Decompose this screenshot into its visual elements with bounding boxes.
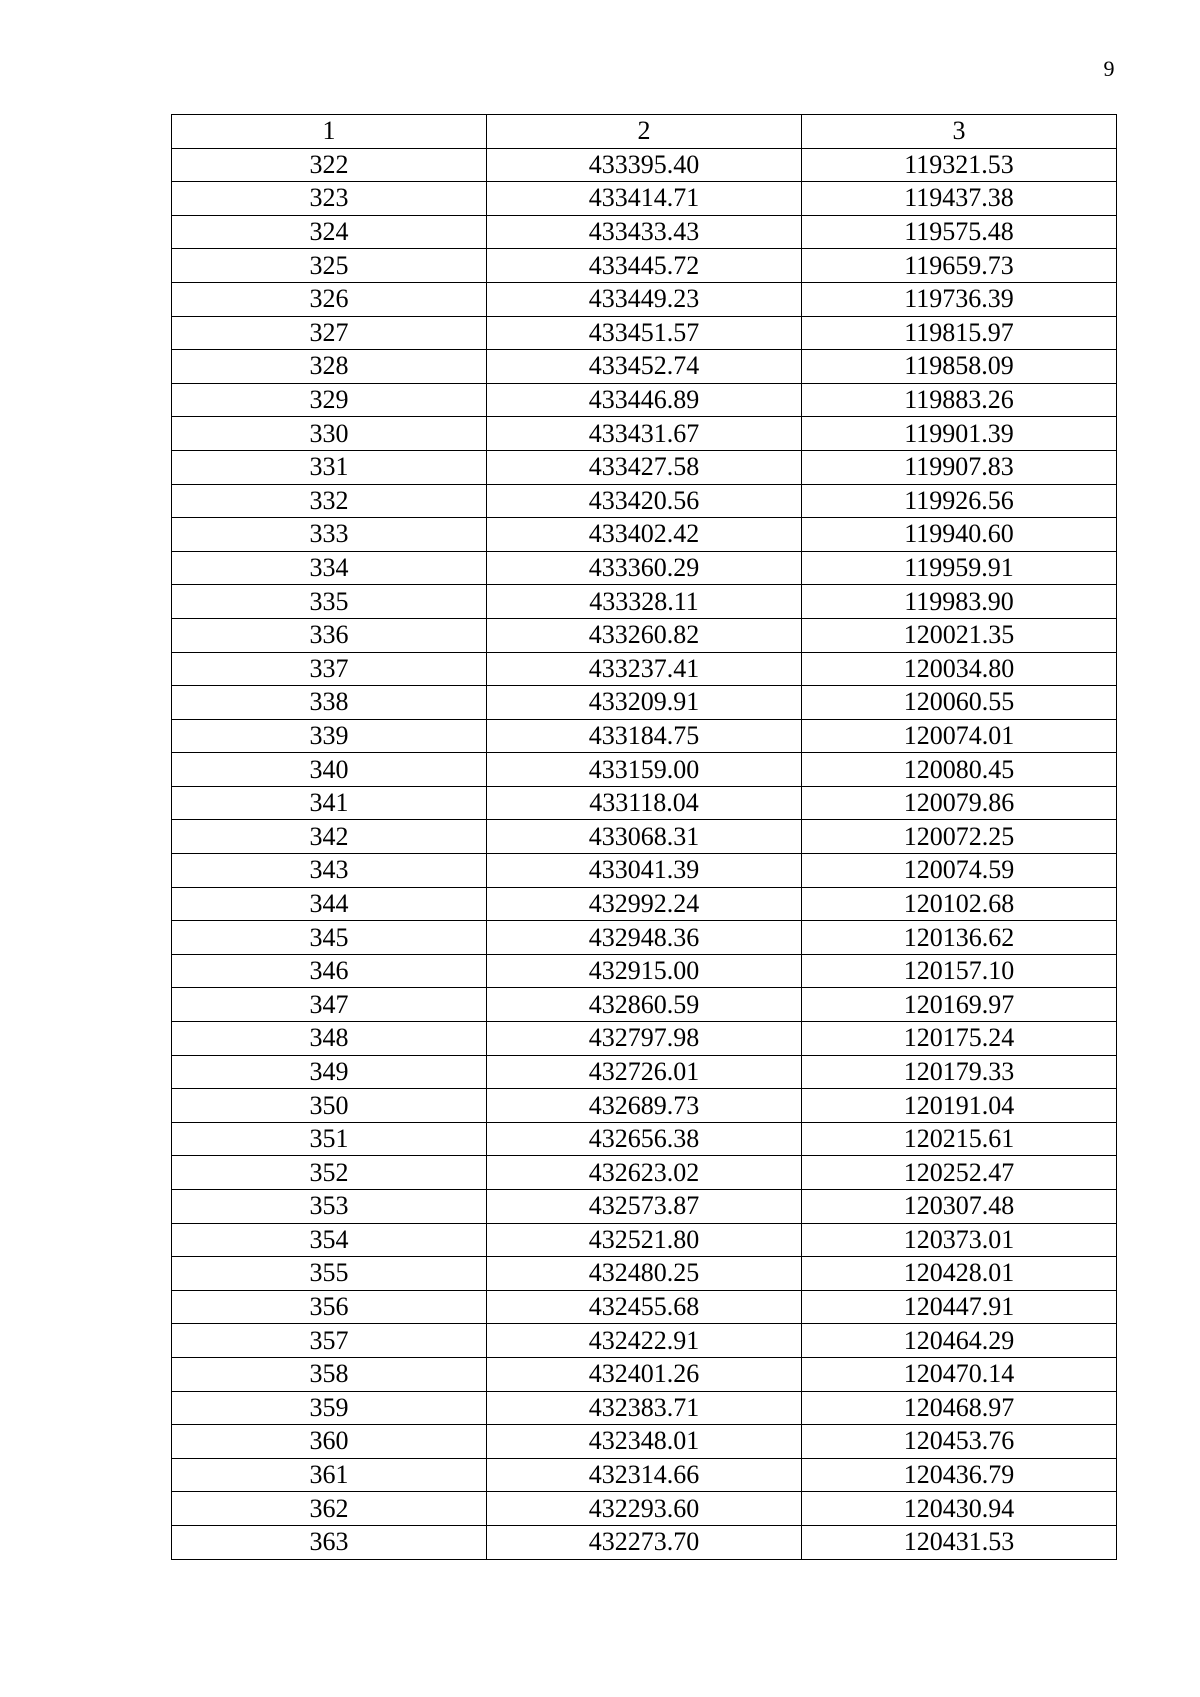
y-coordinate-cell: 120430.94 <box>802 1492 1117 1526</box>
y-coordinate-cell: 120034.80 <box>802 652 1117 686</box>
point-number-cell: 352 <box>172 1156 487 1190</box>
table-row <box>172 551 1117 585</box>
table-row <box>172 1190 1117 1224</box>
table-row <box>172 686 1117 720</box>
table-row <box>172 450 1117 484</box>
point-number-cell: 333 <box>172 518 487 552</box>
point-number-cell: 322 <box>172 148 487 182</box>
x-coordinate-cell: 432314.66 <box>487 1458 802 1492</box>
table-row <box>172 585 1117 619</box>
point-number-cell: 361 <box>172 1458 487 1492</box>
x-coordinate-cell: 433427.58 <box>487 450 802 484</box>
table-row <box>172 1223 1117 1257</box>
table-row <box>172 1525 1117 1559</box>
table-row <box>172 1122 1117 1156</box>
x-coordinate-cell: 433237.41 <box>487 652 802 686</box>
x-coordinate-cell: 432293.60 <box>487 1492 802 1526</box>
x-coordinate-cell: 433452.74 <box>487 350 802 384</box>
point-number-cell: 344 <box>172 887 487 921</box>
y-coordinate-cell: 119321.53 <box>802 148 1117 182</box>
table-row <box>172 753 1117 787</box>
point-number-cell: 330 <box>172 417 487 451</box>
table-row <box>172 215 1117 249</box>
x-coordinate-cell: 433414.71 <box>487 182 802 216</box>
point-number-cell: 357 <box>172 1324 487 1358</box>
x-coordinate-cell: 432480.25 <box>487 1257 802 1291</box>
y-coordinate-cell: 120191.04 <box>802 1089 1117 1123</box>
table-row <box>172 1156 1117 1190</box>
table-row <box>172 350 1117 384</box>
table-row <box>172 618 1117 652</box>
x-coordinate-cell: 432797.98 <box>487 1022 802 1056</box>
y-coordinate-cell: 120179.33 <box>802 1055 1117 1089</box>
y-coordinate-cell: 120074.59 <box>802 854 1117 888</box>
point-number-cell: 358 <box>172 1357 487 1391</box>
point-number-cell: 339 <box>172 719 487 753</box>
x-coordinate-cell: 433449.23 <box>487 282 802 316</box>
table-row <box>172 786 1117 820</box>
x-coordinate-cell: 433184.75 <box>487 719 802 753</box>
y-coordinate-cell: 120215.61 <box>802 1122 1117 1156</box>
point-number-cell: 355 <box>172 1257 487 1291</box>
y-coordinate-cell: 119575.48 <box>802 215 1117 249</box>
x-coordinate-cell: 432521.80 <box>487 1223 802 1257</box>
y-coordinate-cell: 120079.86 <box>802 786 1117 820</box>
table-row <box>172 282 1117 316</box>
point-number-cell: 335 <box>172 585 487 619</box>
table-row <box>172 820 1117 854</box>
point-number-cell: 323 <box>172 182 487 216</box>
y-coordinate-cell: 120436.79 <box>802 1458 1117 1492</box>
point-number-cell: 341 <box>172 786 487 820</box>
point-number-cell: 362 <box>172 1492 487 1526</box>
y-coordinate-cell: 120431.53 <box>802 1525 1117 1559</box>
x-coordinate-cell: 433068.31 <box>487 820 802 854</box>
y-coordinate-cell: 119659.73 <box>802 249 1117 283</box>
y-coordinate-cell: 119983.90 <box>802 585 1117 619</box>
y-coordinate-cell: 120464.29 <box>802 1324 1117 1358</box>
point-number-cell: 353 <box>172 1190 487 1224</box>
table-row <box>172 249 1117 283</box>
table-row <box>172 148 1117 182</box>
x-coordinate-cell: 433402.42 <box>487 518 802 552</box>
point-number-cell: 363 <box>172 1525 487 1559</box>
y-coordinate-cell: 120060.55 <box>802 686 1117 720</box>
point-number-cell: 359 <box>172 1391 487 1425</box>
x-coordinate-cell: 432992.24 <box>487 887 802 921</box>
table-row <box>172 182 1117 216</box>
table-row <box>172 484 1117 518</box>
table-row <box>172 1055 1117 1089</box>
point-number-cell: 356 <box>172 1290 487 1324</box>
table-row <box>172 1391 1117 1425</box>
y-coordinate-cell: 119901.39 <box>802 417 1117 451</box>
y-coordinate-cell: 120072.25 <box>802 820 1117 854</box>
column-header-3: 3 <box>802 115 1117 149</box>
table-row <box>172 954 1117 988</box>
point-number-cell: 348 <box>172 1022 487 1056</box>
table-row <box>172 652 1117 686</box>
x-coordinate-cell: 433446.89 <box>487 383 802 417</box>
x-coordinate-cell: 433420.56 <box>487 484 802 518</box>
x-coordinate-cell: 432948.36 <box>487 921 802 955</box>
point-number-cell: 336 <box>172 618 487 652</box>
y-coordinate-cell: 120447.91 <box>802 1290 1117 1324</box>
table-row <box>172 1257 1117 1291</box>
point-number-cell: 332 <box>172 484 487 518</box>
y-coordinate-cell: 120470.14 <box>802 1357 1117 1391</box>
table-row <box>172 988 1117 1022</box>
x-coordinate-cell: 433159.00 <box>487 753 802 787</box>
point-number-cell: 346 <box>172 954 487 988</box>
y-coordinate-cell: 119907.83 <box>802 450 1117 484</box>
point-number-cell: 345 <box>172 921 487 955</box>
page-number: 9 <box>1103 56 1115 81</box>
y-coordinate-cell: 119959.91 <box>802 551 1117 585</box>
point-number-cell: 349 <box>172 1055 487 1089</box>
table-row <box>172 417 1117 451</box>
x-coordinate-cell: 433328.11 <box>487 585 802 619</box>
point-number-cell: 337 <box>172 652 487 686</box>
x-coordinate-cell: 432860.59 <box>487 988 802 1022</box>
table-row <box>172 316 1117 350</box>
x-coordinate-cell: 432915.00 <box>487 954 802 988</box>
x-coordinate-cell: 432383.71 <box>487 1391 802 1425</box>
x-coordinate-cell: 433451.57 <box>487 316 802 350</box>
table-row <box>172 887 1117 921</box>
table-row <box>172 1492 1117 1526</box>
y-coordinate-cell: 119736.39 <box>802 282 1117 316</box>
point-number-cell: 331 <box>172 450 487 484</box>
y-coordinate-cell: 120157.10 <box>802 954 1117 988</box>
point-number-cell: 327 <box>172 316 487 350</box>
x-coordinate-cell: 433445.72 <box>487 249 802 283</box>
point-number-cell: 340 <box>172 753 487 787</box>
point-number-cell: 338 <box>172 686 487 720</box>
table-row <box>172 1324 1117 1358</box>
y-coordinate-cell: 119883.26 <box>802 383 1117 417</box>
table-row <box>172 921 1117 955</box>
table-body <box>172 148 1117 1559</box>
point-number-cell: 328 <box>172 350 487 384</box>
coordinates-table <box>171 114 1117 1560</box>
y-coordinate-cell: 119926.56 <box>802 484 1117 518</box>
y-coordinate-cell: 120307.48 <box>802 1190 1117 1224</box>
table-row <box>172 1290 1117 1324</box>
point-number-cell: 351 <box>172 1122 487 1156</box>
point-number-cell: 347 <box>172 988 487 1022</box>
point-number-cell: 324 <box>172 215 487 249</box>
x-coordinate-cell: 433360.29 <box>487 551 802 585</box>
y-coordinate-cell: 120169.97 <box>802 988 1117 1022</box>
table-row <box>172 1089 1117 1123</box>
column-header-1: 1 <box>172 115 487 149</box>
point-number-cell: 325 <box>172 249 487 283</box>
table-header-row <box>172 115 1117 149</box>
table-row <box>172 1458 1117 1492</box>
y-coordinate-cell: 120021.35 <box>802 618 1117 652</box>
y-coordinate-cell: 119815.97 <box>802 316 1117 350</box>
x-coordinate-cell: 432455.68 <box>487 1290 802 1324</box>
x-coordinate-cell: 432273.70 <box>487 1525 802 1559</box>
x-coordinate-cell: 433118.04 <box>487 786 802 820</box>
x-coordinate-cell: 433209.91 <box>487 686 802 720</box>
y-coordinate-cell: 120074.01 <box>802 719 1117 753</box>
table-row <box>172 1425 1117 1459</box>
y-coordinate-cell: 120136.62 <box>802 921 1117 955</box>
table-row <box>172 383 1117 417</box>
x-coordinate-cell: 433260.82 <box>487 618 802 652</box>
y-coordinate-cell: 120468.97 <box>802 1391 1117 1425</box>
x-coordinate-cell: 432726.01 <box>487 1055 802 1089</box>
x-coordinate-cell: 432573.87 <box>487 1190 802 1224</box>
x-coordinate-cell: 432656.38 <box>487 1122 802 1156</box>
table-row <box>172 854 1117 888</box>
table-row <box>172 518 1117 552</box>
y-coordinate-cell: 119858.09 <box>802 350 1117 384</box>
y-coordinate-cell: 120252.47 <box>802 1156 1117 1190</box>
x-coordinate-cell: 433395.40 <box>487 148 802 182</box>
table-row <box>172 719 1117 753</box>
point-number-cell: 342 <box>172 820 487 854</box>
x-coordinate-cell: 432401.26 <box>487 1357 802 1391</box>
point-number-cell: 343 <box>172 854 487 888</box>
point-number-cell: 334 <box>172 551 487 585</box>
x-coordinate-cell: 433433.43 <box>487 215 802 249</box>
x-coordinate-cell: 432348.01 <box>487 1425 802 1459</box>
y-coordinate-cell: 119437.38 <box>802 182 1117 216</box>
x-coordinate-cell: 432422.91 <box>487 1324 802 1358</box>
y-coordinate-cell: 120080.45 <box>802 753 1117 787</box>
y-coordinate-cell: 120102.68 <box>802 887 1117 921</box>
point-number-cell: 354 <box>172 1223 487 1257</box>
point-number-cell: 329 <box>172 383 487 417</box>
point-number-cell: 326 <box>172 282 487 316</box>
x-coordinate-cell: 432689.73 <box>487 1089 802 1123</box>
y-coordinate-cell: 119940.60 <box>802 518 1117 552</box>
y-coordinate-cell: 120453.76 <box>802 1425 1117 1459</box>
y-coordinate-cell: 120175.24 <box>802 1022 1117 1056</box>
table-row <box>172 1357 1117 1391</box>
table-row <box>172 1022 1117 1056</box>
x-coordinate-cell: 433041.39 <box>487 854 802 888</box>
x-coordinate-cell: 432623.02 <box>487 1156 802 1190</box>
point-number-cell: 350 <box>172 1089 487 1123</box>
x-coordinate-cell: 433431.67 <box>487 417 802 451</box>
y-coordinate-cell: 120428.01 <box>802 1257 1117 1291</box>
point-number-cell: 360 <box>172 1425 487 1459</box>
y-coordinate-cell: 120373.01 <box>802 1223 1117 1257</box>
column-header-2: 2 <box>487 115 802 149</box>
